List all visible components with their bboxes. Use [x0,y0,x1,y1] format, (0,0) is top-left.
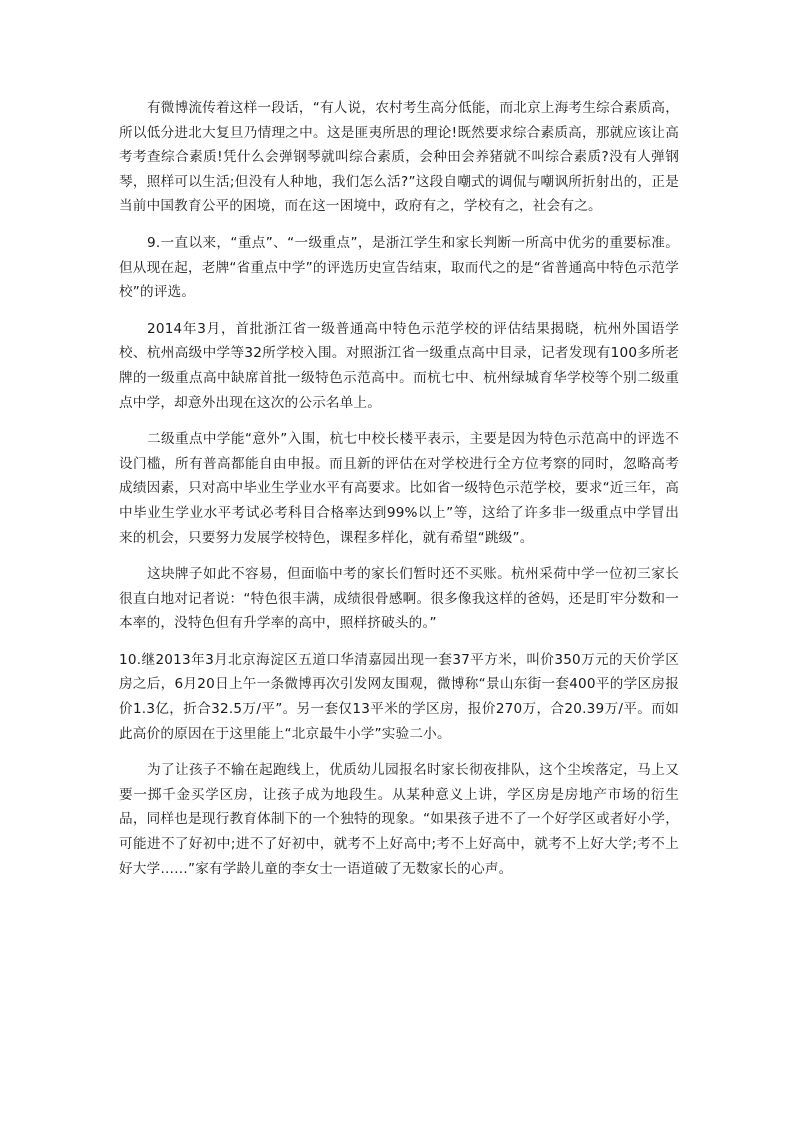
paragraph-parent-comment: 这块牌子如此不容易，但面临中考的家长们暂时还不买账。杭州采荷中学一位初三家长很直白地对记者说：“特色很丰满，成绩很骨感啊。很多像我这样的爸妈，还是盯牢分数和一本率的，没特色但有升学率的高中，照样挤破头的。” [119,566,679,632]
paragraph-starting-line: 为了让孩子不输在起跑线上，优质幼儿园报名时家长彻夜排队，这个尘埃落定，马上又要一掷千金买学区房，让孩子成为地段生。从某种意义上讲，学区房是房地产市场的衍生品，同样也是现行教育体制下的一个独特的现象。“如果孩子进不了一个好学区或者好小学，可能进不了好初中;进不了好初中，就考不上好高中;考不上好高中，就考不上好大学;考不上好大学……”家有学龄儿童的李女士一语道破了无数家长的心声。 [119,762,679,877]
document-page [119,96,679,893]
paragraph-item-10-school-district-housing: 10.继2013年3月北京海淀区五道口华清嘉园出现一套37平方米，叫价350万元的天价学区房之后，6月20日上午一条微博再次引发网友围观，微博称“景山东街一套400平的学区房报价1.3亿，折合32.5万/平”。另一套仅13平米的学区房，报价270万，合20.39万/平。而如此高价的原因在于这里能上“北京最牛小学”实验二小。 [119,651,679,742]
paragraph-item-9-key-schools: 9.一直以来，“重点”、“一级重点”，是浙江学生和家长判断一所高中优劣的重要标准。但从现在起，老牌“省重点中学”的评选历史宣告结束，取而代之的是“省普通高中特色示范学校”的评选。 [119,234,679,301]
paragraph-evaluation-results: 2014年3月，首批浙江省一级普通高中特色示范学校的评估结果揭晓，杭州外国语学校、杭州高级中学等32所学校入围。对照浙江省一级重点高中目录，记者发现有100多所老牌的一级重点高中缺席首批一级特色示范高中。而杭七中、杭州绿城育华学校等个别二级重点中学，却意外出现在这次的公示名单上。 [119,320,679,411]
paragraph-principal-comment: 二级重点中学能“意外”入围，杭七中校长楼平表示，主要是因为特色示范高中的评选不设门槛，所有普高都能自由申报。而且新的评估在对学校进行全方位考察的同时，忽略高考成绩因素，只对高中毕业生学业水平有高要求。比如省一级特色示范学校，要求“近三年，高中毕业生学业水平考试必考科目合格率达到99%以上”等，这给了许多非一级重点中学冒出来的机会，只要努力发展学校特色，课程多样化，就有希望“跳级”。 [119,431,679,546]
paragraph-weibo-rural-students: 有微博流传着这样一段话，“有人说，农村考生高分低能，而北京上海考生综合素质高，所以低分进北大复旦乃情理之中。这是匪夷所思的理论!既然要求综合素质高，那就应该让高考考查综合素质!凭什么会弹钢琴就叫综合素质，会种田会养猪就不叫综合素质?没有人弹钢琴，照样可以生活;但没有人种地，我们怎么活?”这段自嘲式的调侃与嘲讽所折射出的，正是当前中国教育公平的困境，而在这一困境中，政府有之，学校有之，社会有之。 [119,100,679,215]
